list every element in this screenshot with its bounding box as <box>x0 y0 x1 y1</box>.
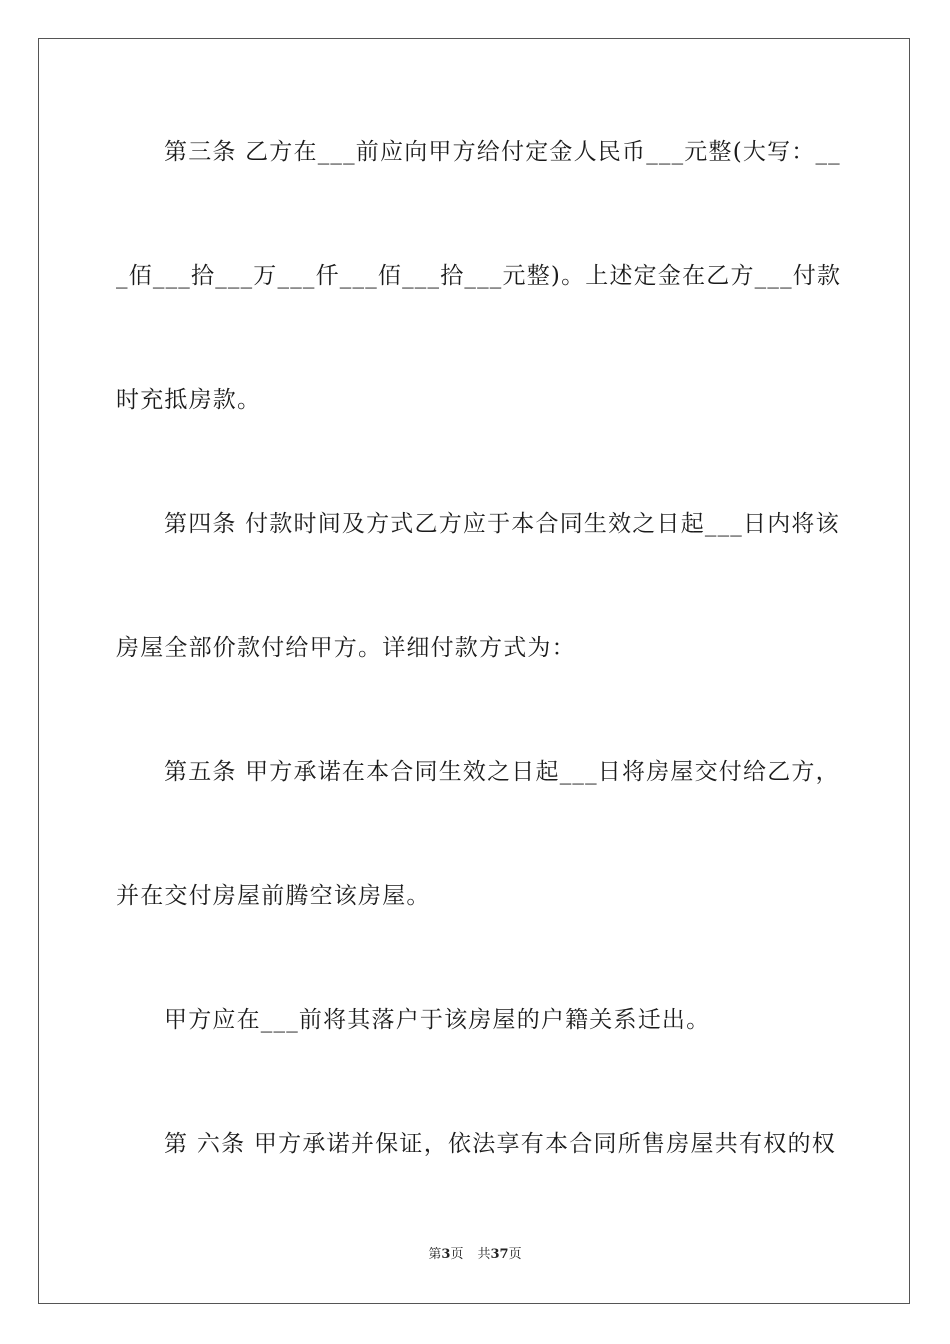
article-5-line-2: 并在交付房屋前腾空该房屋。 <box>116 883 431 909</box>
article-3-line-3: 时充抵房款。 <box>116 387 262 413</box>
article-5-paragraph-2: 甲方应在___前将其落户于该房屋的户籍关系迁出。 <box>164 1007 711 1033</box>
footer-page-current: 3 <box>441 1247 451 1262</box>
footer-page-total: 37 <box>490 1247 509 1262</box>
article-5-line-1: 第五条 甲方承诺在本合同生效之日起___日将房屋交付给乙方， <box>164 759 840 785</box>
article-3-line-1: 第三条 乙方在___前应向甲方给付定金人民币___元整(大写：__ <box>164 139 841 165</box>
article-6-line-1: 第 六条 甲方承诺并保证，依法享有本合同所售房屋共有权的权 <box>164 1131 836 1157</box>
footer-total-prefix: 共 <box>477 1247 491 1262</box>
footer-total-unit: 页 <box>508 1247 522 1262</box>
page-footer <box>0 1246 950 1264</box>
article-4-line-2: 房屋全部价款付给甲方。详细付款方式为： <box>116 635 576 661</box>
page-border <box>38 38 910 1304</box>
footer-page-unit: 页 <box>450 1247 464 1262</box>
article-3-line-2: _佰___拾___万___仟___佰___拾___元整)。上述定金在乙方___付款 <box>116 263 842 289</box>
footer-page-prefix: 第 <box>428 1247 442 1262</box>
article-4-line-1: 第四条 付款时间及方式乙方应于本合同生效之日起___日内将该 <box>164 511 840 537</box>
